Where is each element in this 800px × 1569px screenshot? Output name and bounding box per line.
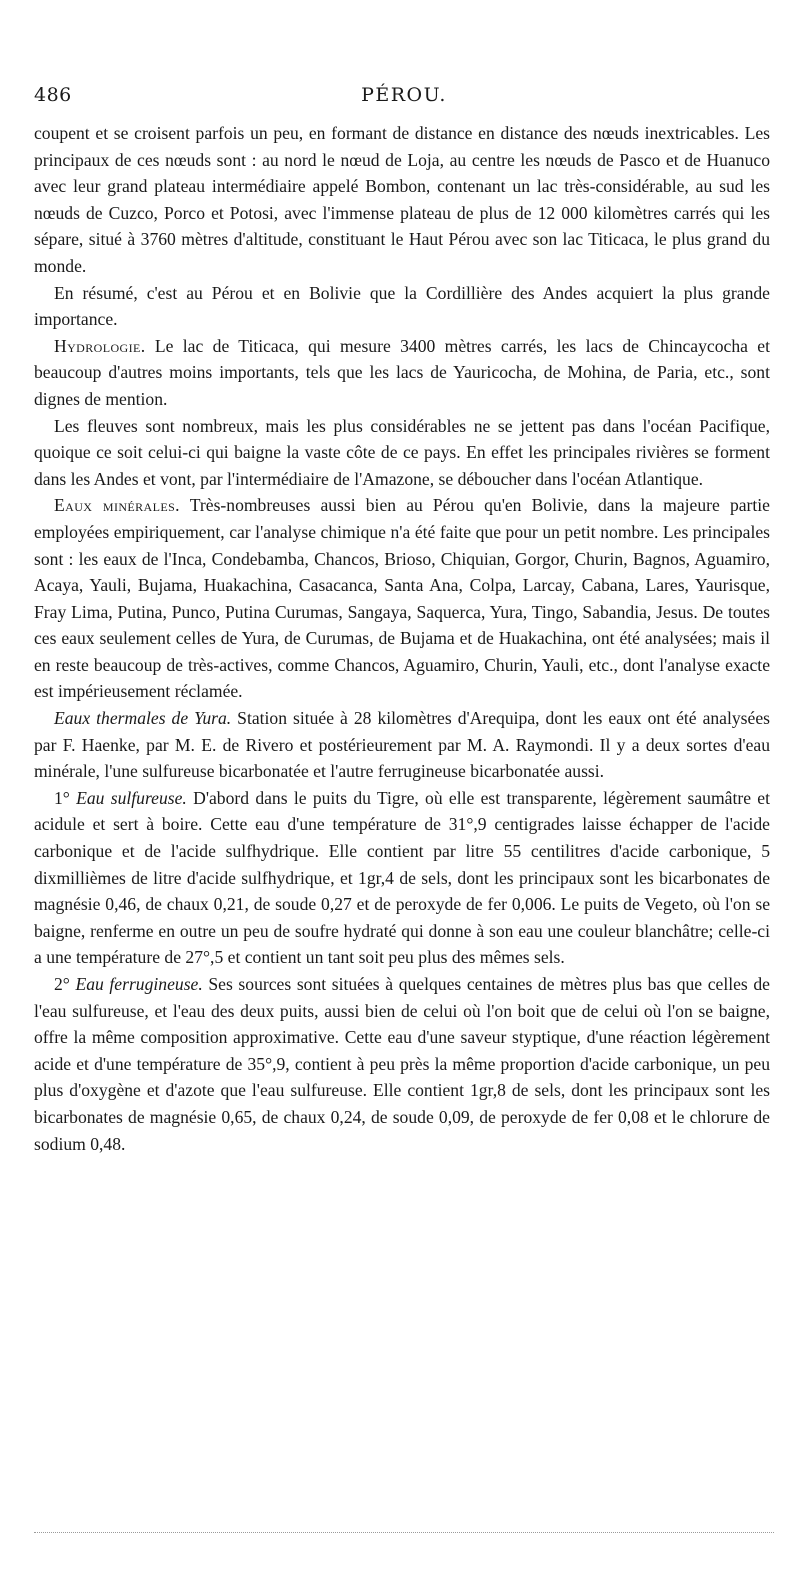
paragraph-text: Station située à 28 kilomètres d'Arequipa, dont les eaux ont été analysées par F. Haenke, par M. E. de Rivero et postérieurement par M. A. Raymondi. Il y a deux sortes d'eau minérale, l'une sulfureuse bicarbonatée et l'autre ferrugineuse bicarbonatée aussi. <box>34 708 770 782</box>
section-heading-mineral-waters: Eaux minérales. <box>54 495 180 516</box>
paragraph-rivers <box>34 413 770 493</box>
paragraph-mineral-waters <box>34 492 770 705</box>
paragraph-text: Les fleuves sont nombreux, mais les plus considérables ne se jettent pas dans l'océan Pacifique, quoique ce soit celui-ci qui baigne la vaste côte de ce pays. En effet les principales rivières se forment dans les Andes et vont, par l'intermédiaire de l'Amazone, se déboucher dans l'océan Atlantique. <box>34 415 770 489</box>
paragraph-summary <box>34 280 770 333</box>
footer-dotted-rule <box>34 1532 774 1533</box>
paragraph-yura-thermal <box>34 705 770 785</box>
paragraph-text: D'abord dans le puits du Tigre, où elle est transparente, légèrement saumâtre et acidule et sert à boire. Cette eau d'une température de 31°,9 centigrades laisse échapper de l'acide carbonique et de l'acide sulfhydrique. Elle contient par litre 55 centilitres d'acide carbonique, 5 dixmillièmes de litre d'acide sulfhydrique, et 1gr,4 de sels, dont les principaux sont les bicarbonates de magnésie 0,46, de chaux 0,21, de soude 0,27 et de peroxyde de fer 0,006. Le puits de Vegeto, où l'on se baigne, renferme en outre un peu de soufre hydraté qui donne à son eau une couleur blanchâtre; celle-ci a une température de 27°,5 et contient un tant soit peu plus des mêmes sels. <box>34 787 771 968</box>
paragraph-ferruginous-water <box>34 971 770 1157</box>
item-number: 1° <box>54 787 77 808</box>
running-title: PÉROU. <box>361 84 447 106</box>
paragraph-text: coupent et se croisent parfois un peu, en formant de distance en distance des nœuds inextricables. Les principaux de ces nœuds sont : au nord le nœud de Loja, au centre les nœuds de Pasco et de Huanuco avec leur grand plateau intermédiaire appelé Bombon, contenant un lac très-considérable, au sud les nœuds de Cuzco, Porco et Potosi, avec l'immense plateau de plus de 12 000 kilomètres carrés qui les sépare, situé à 3760 mètres d'altitude, constituant le Haut Pérou avec son lac Titicaca, le plus grand du monde. <box>34 123 770 276</box>
paragraph-hydrology <box>34 333 770 413</box>
page-number: 486 <box>34 84 72 106</box>
paragraph-text: Ses sources sont situées à quelques centaines de mètres plus bas que celles de l'eau sulfureuse, et l'eau des deux puits, aussi bien de celui où l'on boit que de celui où l'on se baigne, offre la même composition approximative. Cette eau d'une saveur styptique, d'une réaction légèrement acide et d'une température de 35°,9, contient à peu près la même proportion d'acide carbonique, un peu plus d'oxygène et d'azote que l'eau sulfureuse. Elle contient 1gr,8 de sels, dont les principaux sont les bicarbonates de magnésie 0,65, de chaux 0,24, de soude 0,09, de peroxyde de fer 0,08 et le chlorure de sodium 0,48. <box>34 974 770 1154</box>
paragraph-text: Le lac de Titicaca, qui mesure 3400 mètres carrés, les lacs de Chincaycocha et beaucoup d'autres moins importants, tels que les lacs de Yauricocha, de Mohina, de Paria, etc., sont dignes de mention. <box>34 335 770 409</box>
item-number: 2° <box>54 974 76 994</box>
paragraph-text: En résumé, c'est au Pérou et en Bolivie que la Cordillière des Andes acquiert la plus grande importance. <box>34 282 770 330</box>
subheading-ferruginous-water: Eau ferrugineuse. <box>75 974 203 994</box>
body-text <box>34 120 770 1157</box>
subheading-sulfurous-water: Eau sulfureuse. <box>76 787 187 808</box>
subheading-yura-thermal: Eaux thermales de Yura. <box>54 708 232 729</box>
section-heading-hydrology: Hydrologie. <box>54 335 146 356</box>
paragraph-text: Très-nombreuses aussi bien au Pérou qu'en Bolivie, dans la majeure partie employées empiriquement, car l'analyse chimique n'a été faite que pour un petit nombre. Les principales sont : les eaux de l'Inca, Condebamba, Chancos, Brioso, Chiquian, Gorgor, Churin, Bagnos, Aguamiro, Acaya, Yauli, Bujama, Huakachina, Casacanca, Santa Ana, Colpa, Larcay, Cabana, Lares, Yaurisque, Fray Lima, Putina, Punco, Putina Curumas, Sangaya, Saquerca, Yura, Tingo, Sabandia, Jesus. De toutes ces eaux seulement celles de Yura, de Curumas, de Bujama et de Huakachina, ont été analysées; mais il en reste beaucoup de très-actives, comme Chancos, Aguamiro, Churin, Yauli, etc., dont l'analyse exacte est impérieusement réclamée. <box>34 495 770 702</box>
paragraph-sulfurous-water <box>34 785 770 971</box>
paragraph-andes-nodes <box>34 120 770 280</box>
page-header <box>34 84 774 114</box>
